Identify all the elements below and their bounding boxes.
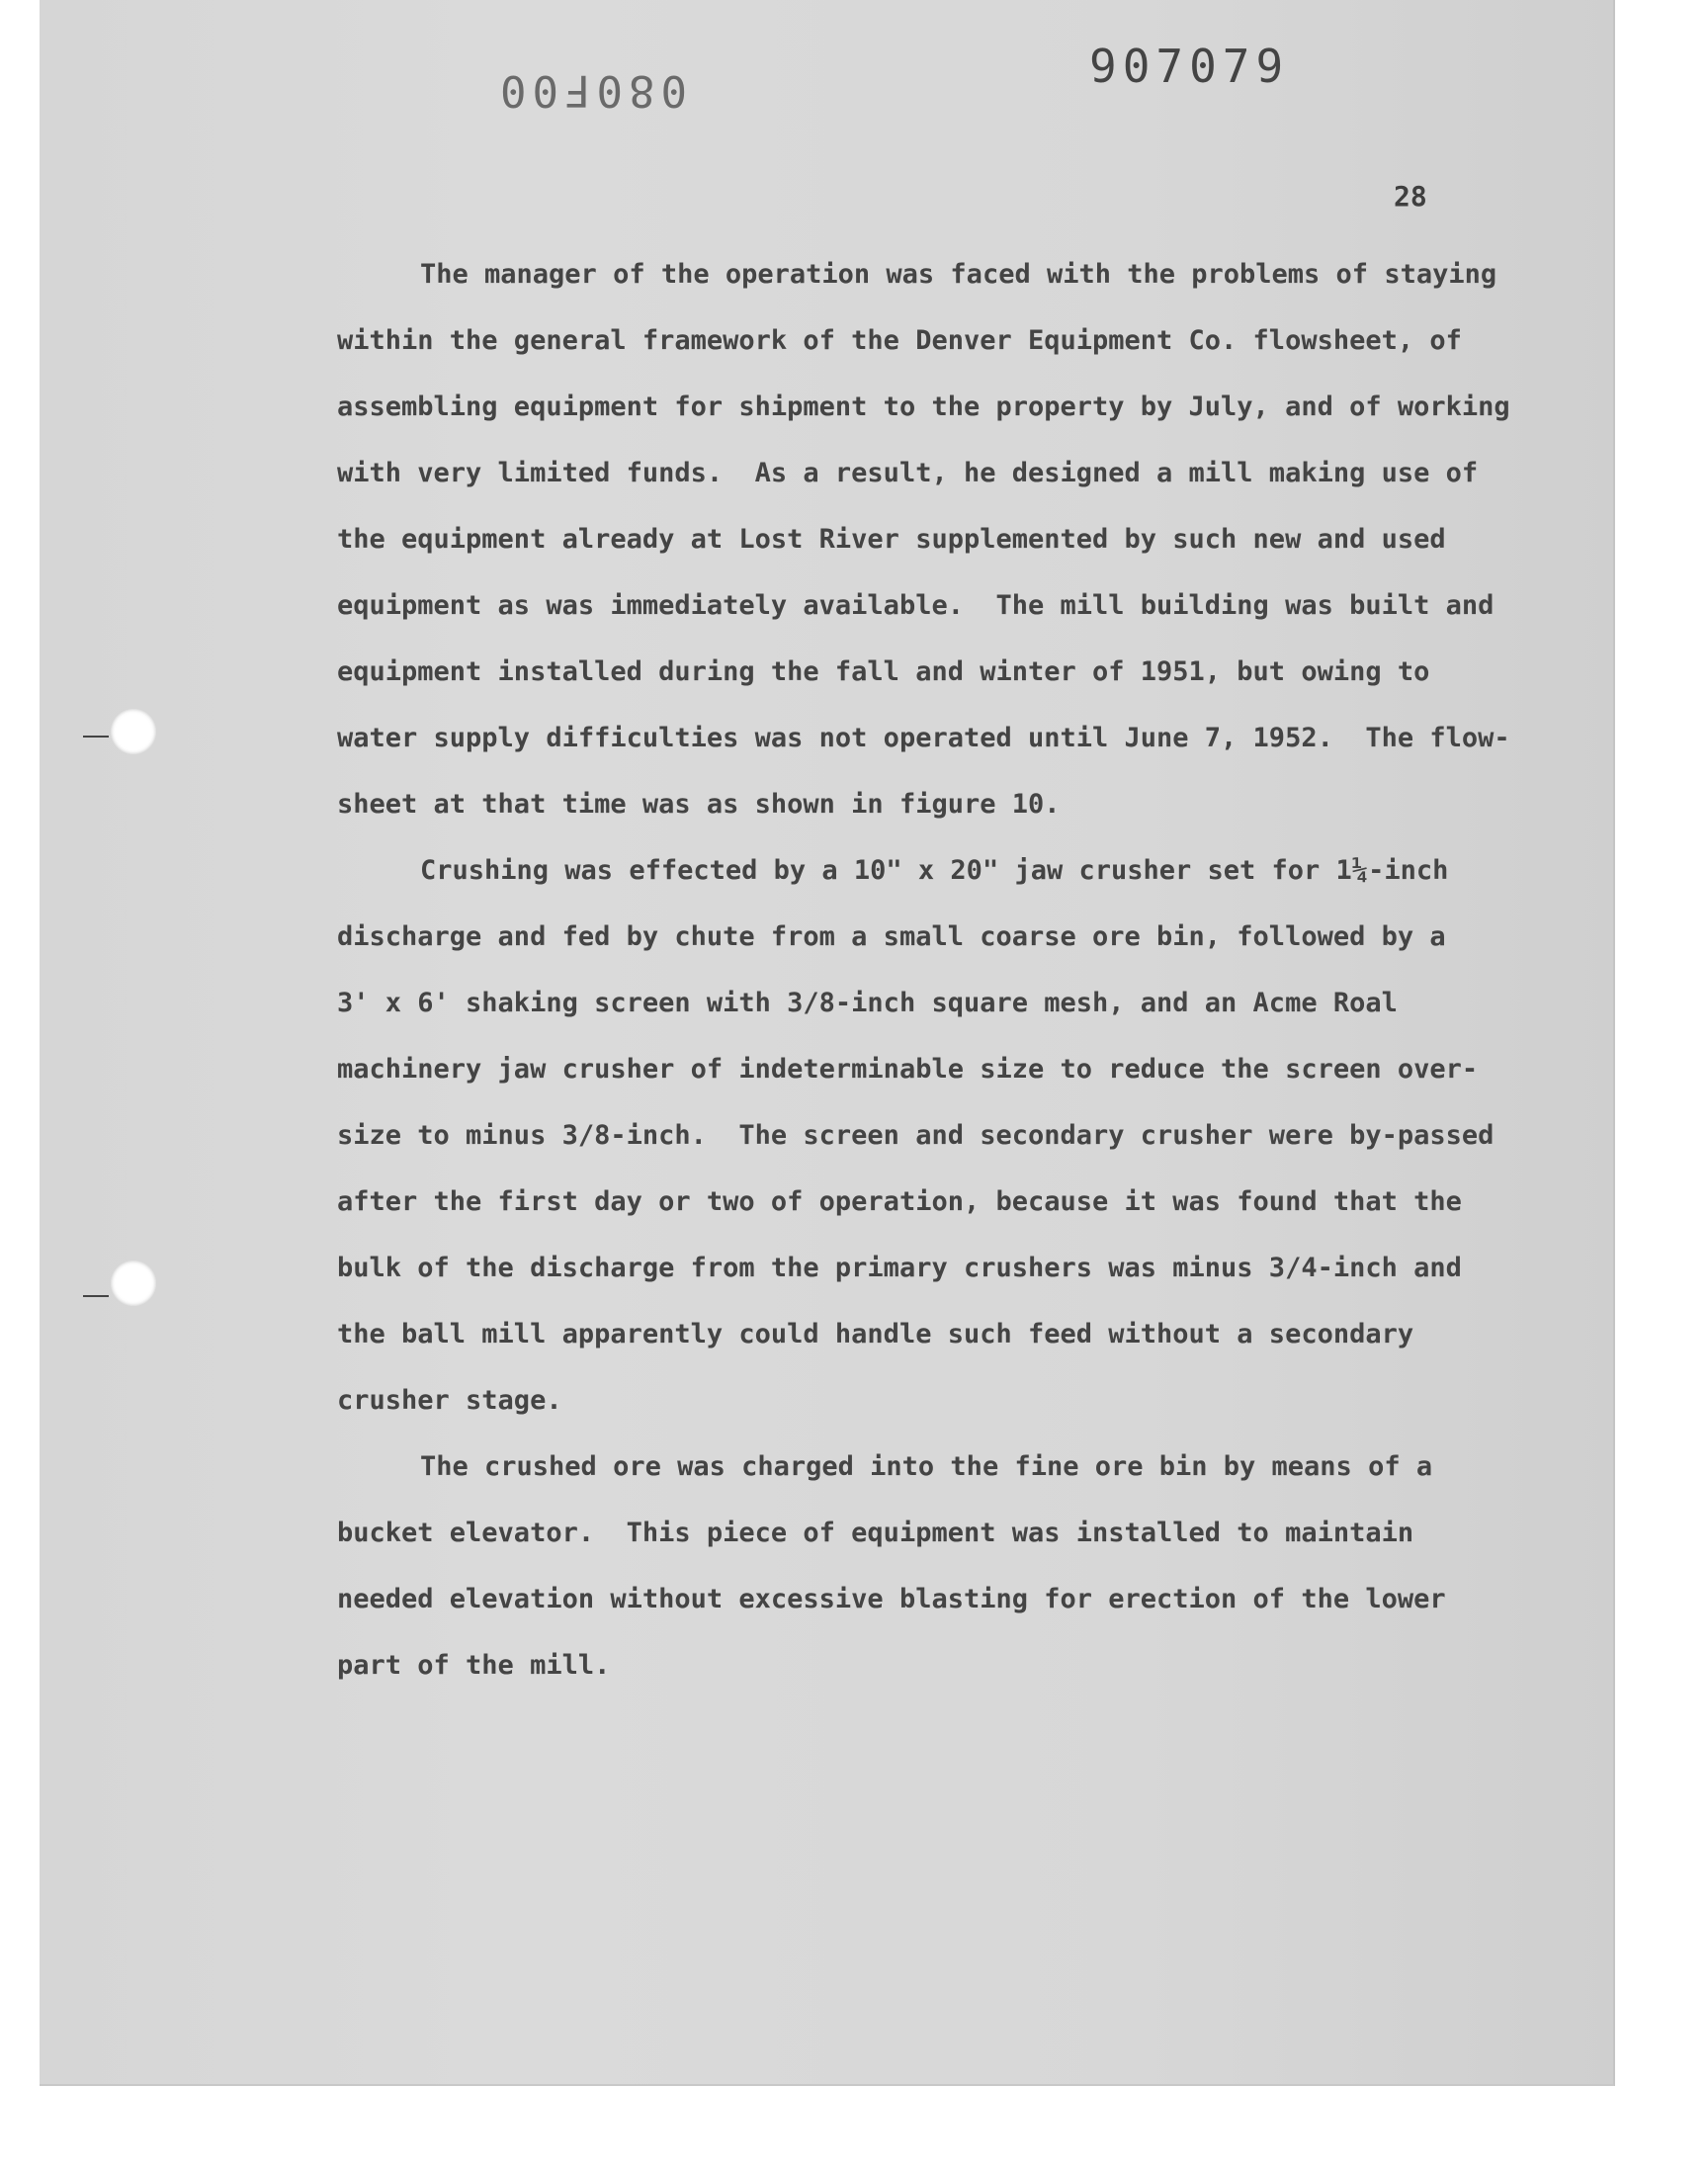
punch-hole bbox=[111, 709, 156, 754]
text-line: assembling equipment for shipment to the property by July, and of working bbox=[337, 392, 1510, 422]
text-line: crusher stage. bbox=[337, 1385, 562, 1416]
serial-number: 907079 bbox=[1089, 40, 1290, 93]
text-line: needed elevation without excessive blasting for erection of the lower bbox=[337, 1584, 1446, 1614]
text-line: The crushed ore was charged into the fine ore bin by means of a bbox=[420, 1451, 1433, 1482]
body-text bbox=[337, 241, 1563, 1698]
text-line: equipment installed during the fall and winter of 1951, but owing to bbox=[337, 656, 1430, 687]
paragraph-1 bbox=[337, 241, 1563, 837]
punch-mark bbox=[83, 736, 109, 738]
text-line: 3' x 6' shaking screen with 3/8-inch square mesh, and an Acme Roal bbox=[337, 988, 1398, 1018]
text-line: The manager of the operation was faced with the problems of staying bbox=[420, 259, 1497, 290]
text-line: the ball mill apparently could handle such feed without a secondary bbox=[337, 1319, 1414, 1349]
punch-hole bbox=[111, 1261, 156, 1306]
paragraph-3 bbox=[337, 1434, 1563, 1698]
page-number: 28 bbox=[1394, 180, 1427, 213]
text-line: with very limited funds. As a result, he designed a mill making use of bbox=[337, 458, 1479, 488]
text-line: machinery jaw crusher of indeterminable size to reduce the screen over- bbox=[337, 1054, 1479, 1085]
text-line: size to minus 3/8-inch. The screen and secondary crusher were by-passed bbox=[337, 1120, 1494, 1151]
text-line: water supply difficulties was not operated until June 7, 1952. The flow- bbox=[337, 723, 1510, 753]
text-line: discharge and fed by chute from a small coarse ore bin, followed by a bbox=[337, 921, 1446, 952]
document-page bbox=[40, 0, 1615, 2086]
text-line: equipment as was immediately available. The mill building was built and bbox=[337, 590, 1494, 621]
text-line: bulk of the discharge from the primary crushers was minus 3/4-inch and bbox=[337, 1253, 1462, 1283]
text-line: Crushing was effected by a 10" x 20" jaw crusher set for 1¼-inch bbox=[420, 855, 1449, 886]
paragraph-2 bbox=[337, 837, 1563, 1434]
punch-mark bbox=[83, 1295, 109, 1297]
serial-number-inverted: 080F00 bbox=[494, 65, 687, 116]
text-line: part of the mill. bbox=[337, 1650, 611, 1681]
text-line: the equipment already at Lost River supplemented by such new and used bbox=[337, 524, 1446, 555]
text-line: after the first day or two of operation, because it was found that the bbox=[337, 1186, 1462, 1217]
text-line: within the general framework of the Denver Equipment Co. flowsheet, of bbox=[337, 325, 1462, 356]
text-line: bucket elevator. This piece of equipment was installed to maintain bbox=[337, 1518, 1414, 1548]
text-line: sheet at that time was as shown in figure 10. bbox=[337, 789, 1061, 820]
